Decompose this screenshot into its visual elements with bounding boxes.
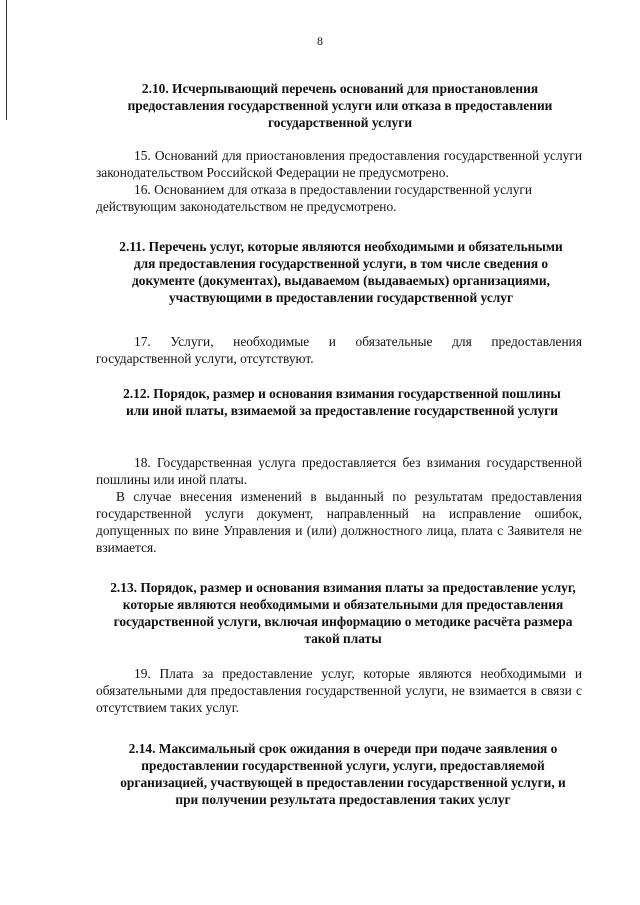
paragraph-19: 19. Плата за предоставление услуг, которые являются необходимыми и обязательными для предоставления государственной услуги, не взимается в связи с отсутствием таких услуг. <box>96 666 582 715</box>
paragraph-18: 18. Государственная услуга предоставляется без взимания государственной пошлины или иной платы. <box>96 455 582 487</box>
paragraph-15: 15. Оснований для приостановления предоставления государственной услуги законодательством Российской Федерации не предусмотрено. <box>96 148 582 180</box>
paragraph-fee-corrections: В случае внесения изменений в выданный по результатам предоставления государственной услуги документ, направленный на исправление ошибок, допущенных по вине Управления и (или) должностного лица, плата с Заявителя не взимается. <box>96 489 582 555</box>
section-2-14-heading: 2.14. Максимальный срок ожидания в очереди при подаче заявления о предоставлении государственной услуги, услуги, предоставляемой организацией, участвующей в предоставлении государственной услуги, и при получении результата предоставления таких услуг <box>120 741 566 807</box>
margin-line <box>6 0 7 120</box>
paragraph-17: 17. Услуги, необходимые и обязательные для предоставления государственной услуги, отсутствуют. <box>96 334 582 366</box>
section-2-10-heading: 2.10. Исчерпывающий перечень оснований для приостановления предоставления государственной услуги или отказа в предоставлении государственной услуги <box>127 81 553 130</box>
section-2-11-heading: 2.11. Перечень услуг, которые являются необходимыми и обязательными для предоставления государственной услуги, в том числе сведения о документе (документах), выдаваемом (выдаваемых) организациями, участвующими в предоставлении государственной услуг <box>119 239 563 305</box>
page-number: 8 <box>317 34 323 48</box>
section-2-12-heading: 2.12. Порядок, размер и основания взимания государственной пошлины или иной платы, взимаемой за предоставление государственной услуги <box>123 386 561 418</box>
section-2-13-heading: 2.13. Порядок, размер и основания взимания платы за предоставление услуг, которые являются необходимыми и обязательными для предоставления государственной услуги, включая информацию о методике расчёта размера такой платы <box>110 580 576 646</box>
paragraph-16: 16. Основанием для отказа в предоставлении государственной услуги действующим законодательством не предусмотрено. <box>96 182 533 214</box>
